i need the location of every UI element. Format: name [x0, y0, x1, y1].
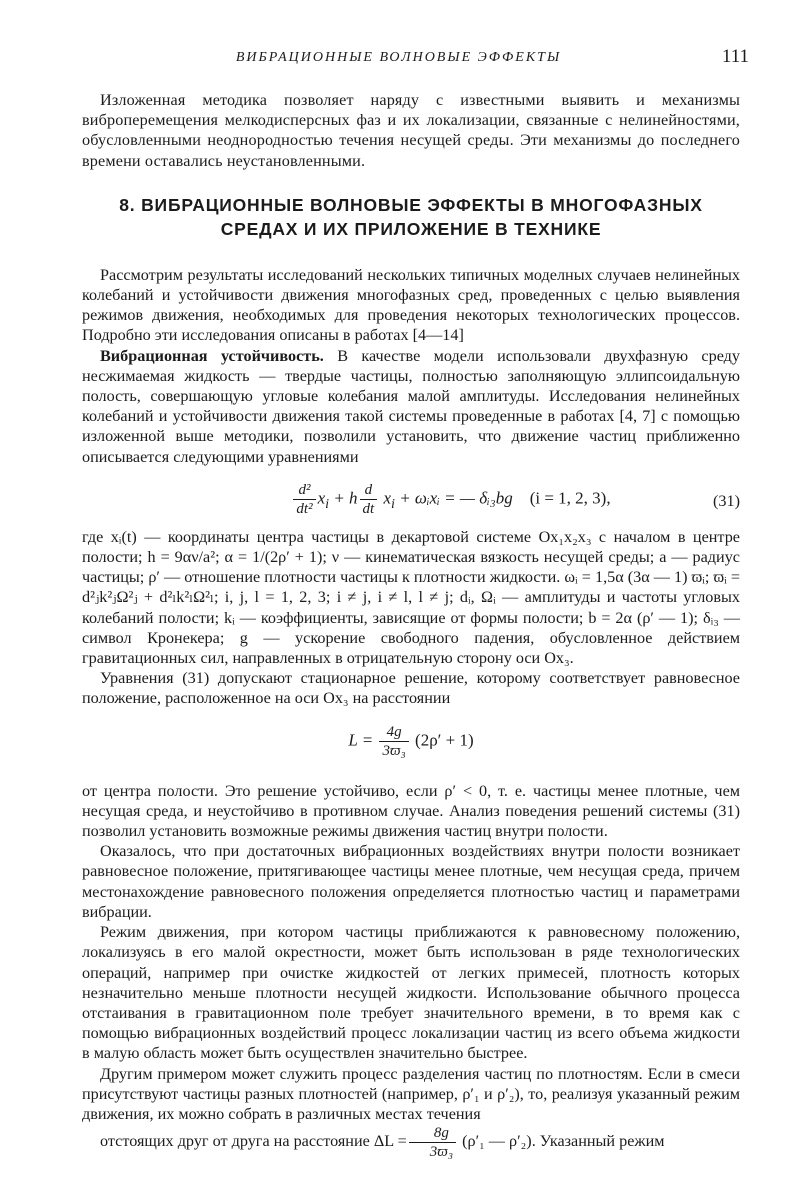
- intro-paragraph: Изложенная методика позволяет наряду с известными выявить и механизмы виброперемещения мелкодисперсных фаз и их локализации, связанные с нелинейностями, обусловленными неоднородностью течения несущей среды. Эти механизмы до последнего времени оставались неустановленными.: [82, 91, 740, 170]
- running-title: ВИБРАЦИОННЫЕ ВОЛНОВЫЕ ЭФФЕКТЫ: [235, 50, 562, 65]
- first-derivative-fraction: [360, 481, 378, 518]
- paragraph-7: Режим движения, при котором частицы приближаются к равновесному положению, локализуясь в его малой окрестности, может быть использован в ряде технологических операций, например при очистке жидкостей от легких примесей, плотность которых незначительно меньше плотности несущей жидкости. Использование обычного процесса отстаивания в гравитационном поле требует значительного времени, в то время как с помощью вибрационных воздействий процесс локализации частиц из всего объема жидкости в малую область может быть осуществлен значительно быстрее.: [82, 923, 740, 1063]
- eq-condition: (i = 1, 2, 3),: [529, 488, 611, 508]
- equation-31: [82, 473, 740, 523]
- eq-lhs: L =: [348, 730, 374, 750]
- eq-term-x2: x: [379, 488, 392, 508]
- fraction-numerator: d: [360, 481, 378, 500]
- paragraph-8: Другим примером может служить процесс разделения частиц по плотностям. Если в смеси присутствуют частицы разных плотностей (например, ρ′₁ и ρ′₂), то, реализуя указанный режим движения, их можно собрать в различных местах течения: [82, 1064, 740, 1123]
- page-body: [82, 90, 740, 1161]
- fraction-numerator: 4g: [379, 723, 408, 742]
- paragraph-6: Оказалось, что при достаточных вибрационных воздействиях внутри полости возникает равновесное положение, притягивающее частицы менее плотные, чем несущая среда, причем местонахождение равновесного положения определяется плотностью частиц и параметрами вибрации.: [82, 842, 740, 921]
- eq-subscript: i: [325, 495, 330, 512]
- equation-number: (31): [713, 491, 740, 510]
- page-number: 111: [721, 46, 749, 67]
- eq-term-rhs: + ωᵢxᵢ = — δᵢ₃bg: [394, 488, 513, 508]
- paragraph-2: [82, 346, 740, 467]
- equation-31-body: [162, 481, 740, 518]
- eq-rhs: (2ρ′ + 1): [415, 730, 474, 750]
- run-in-heading: Вибрационная устойчивость.: [100, 346, 324, 365]
- eq-subscript: i: [391, 495, 395, 512]
- section-title: 8. ВИБРАЦИОННЫЕ ВОЛНОВЫЕ ЭФФЕКТЫ В МНОГОФАЗНЫХ СРЕДАХ И ИХ ПРИЛОЖЕНИЕ В ТЕХНИКЕ: [119, 194, 703, 239]
- p9-end: (ρ′₁ — ρ′₂). Указанный режим: [458, 1132, 665, 1151]
- eq-fraction: [379, 723, 408, 760]
- eq-term-h: + h: [329, 488, 358, 508]
- paragraph-1: Рассмотрим результаты исследований нескольких типичных моделных случаев нелинейных колебаний и устойчивости движения многофазных сред, проведенных с целью выявления режимов движения, необходимых для проведения некоторых технологических процессов. Подробно эти исследования описаны в работах [4—14]: [82, 265, 740, 345]
- second-derivative-fraction: [293, 481, 315, 518]
- paragraph-5: от центра полости. Это решение устойчиво, если ρ′ < 0, т. е. частицы менее плотные, чем несущая среда, и неустойчиво в противном случае. Анализ поведения решений системы (31) позволил установить возможные режимы движения частиц внутри полости.: [82, 781, 740, 841]
- fraction-denominator: dt: [362, 500, 375, 517]
- eq-term-x: x: [317, 488, 326, 508]
- p9-start: отстоящих друг от друга на расстояние ΔL =: [100, 1132, 407, 1151]
- page-header: [0, 46, 797, 72]
- fraction-denominator: dt²: [296, 500, 313, 517]
- delta-L-fraction: [409, 1124, 456, 1161]
- paragraph-4: Уравнения (31) допускают стационарное решение, которому соответствует равновесное положение, расположенное на оси Ox₃ на расстоянии: [82, 669, 740, 708]
- fraction-numerator: d²: [293, 481, 315, 500]
- fraction-numerator: 8g: [409, 1124, 456, 1143]
- paragraph-9: [82, 1124, 740, 1161]
- paragraph-2-text: В качестве модели использовали двухфазную среду несжимаемая жидкость — твердые частицы, полностью заполняющую эллипсоидальную полость, совершающую угловые колебания малой амплитуды. Исследования нелинейных колебаний и устойчивости движения такой системы проведенные в работах [4, 7] с помощью изложенной выше методики, позволили установить, что движение частиц приближенно описывается следующими уравнениями: [82, 346, 740, 466]
- equation-L: [82, 717, 740, 771]
- equation-L-body: [82, 723, 740, 760]
- fraction-denominator: 3ϖ₃: [382, 742, 406, 759]
- fraction-denominator: 3ϖ₃: [429, 1144, 454, 1161]
- paragraph-3: где xᵢ(t) — координаты центра частицы в декартовой системе Ox₁x₂x₃ с началом в центре полости; h = 9αν/a²; α = 1/(2ρ′ + 1); ν — кинематическая вязкость несущей среды; a — радиус частицы; ρ′ — отношение плотности частицы к плотности жидкости. ωᵢ = 1,5α (3α — 1) ϖᵢ; ϖᵢ = d²ⱼk²ⱼΩ²ⱼ + d²ₗk²ₗΩ²ₗ; i, j, l = 1, 2, 3; i ≠ j, i ≠ l, l ≠ j; dᵢ, Ωᵢ — амплитуды и частоты угловых колебаний полости; kᵢ — коэффициенты, зависящие от формы полости; b = 2α (ρ′ — 1); δᵢ₃ — символ Кронекера; g — ускорение свободного падения, обусловленное действием гравитационных сил, направленных в отрицательную сторону оси Ox₃.: [82, 527, 740, 668]
